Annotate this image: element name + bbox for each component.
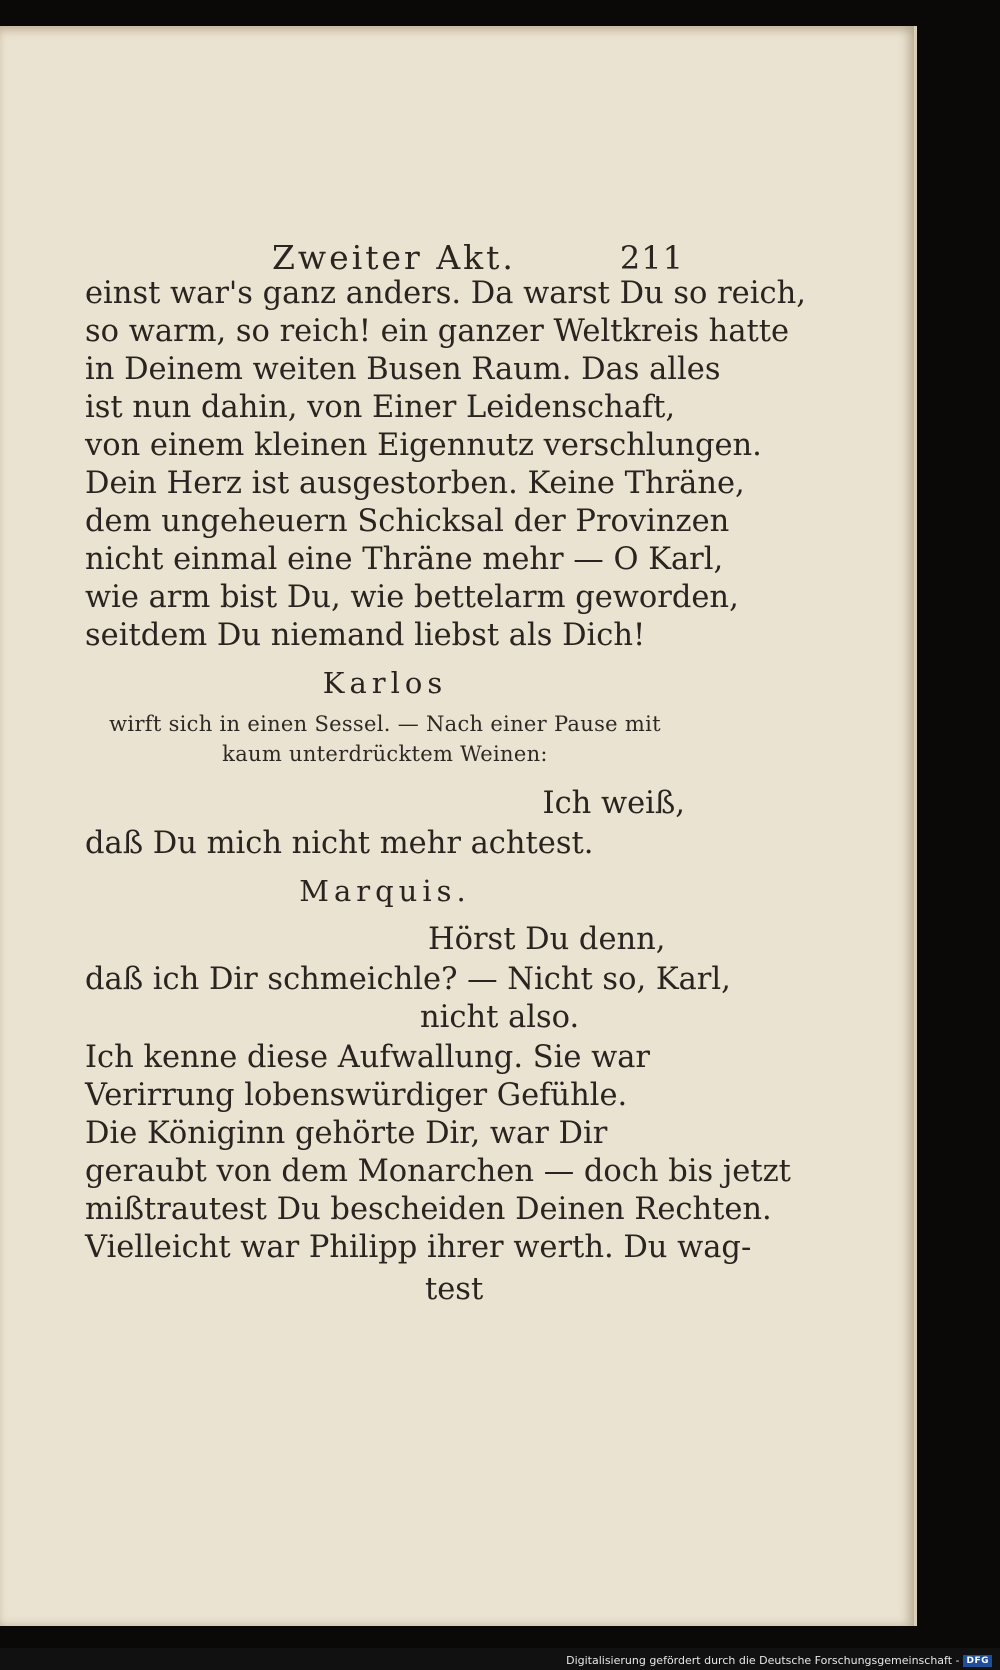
footer-bar	[0, 1648, 1000, 1670]
text-line: Ich weiß,	[542, 786, 685, 821]
catchword: test	[425, 1272, 484, 1307]
running-title: Zweiter Akt.	[272, 238, 516, 277]
text-line: Verirrung lobenswürdiger Gefühle.	[85, 1078, 628, 1113]
page-number: 211	[619, 239, 684, 277]
book-page	[0, 26, 917, 1626]
stage-direction-line: wirft sich in einen Sessel. — Nach einer Pause mit	[109, 712, 661, 736]
text-line: daß ich Dir schmeichle? — Nicht so, Karl,	[85, 962, 731, 997]
text-line: so warm, so reich! ein ganzer Weltkreis hatte	[85, 314, 790, 349]
text-line: mißtrautest Du bescheiden Deinen Rechten.	[85, 1192, 772, 1227]
footer-credit-text: Digitalisierung gefördert durch die Deutsche Forschungsgemeinschaft -	[566, 1654, 960, 1667]
text-line: geraubt von dem Monarchen — doch bis jetzt	[85, 1154, 791, 1189]
text-line: Vielleicht war Philipp ihrer werth. Du wag-	[85, 1230, 752, 1265]
speaker-name: Karlos	[322, 666, 448, 700]
text-line: seitdem Du niemand liebst als Dich!	[85, 618, 646, 653]
text-line: Dein Herz ist ausgestorben. Keine Thräne,	[85, 466, 745, 501]
text-line: nicht einmal eine Thräne mehr — O Karl,	[85, 542, 724, 577]
footer-credit	[566, 1654, 992, 1667]
text-line: daß Du mich nicht mehr achtest.	[85, 826, 594, 861]
text-line: von einem kleinen Eigennutz verschlungen.	[85, 428, 762, 463]
text-line: nicht also.	[420, 1000, 580, 1035]
speaker-name: Marquis.	[299, 874, 471, 908]
text-line: einst war's ganz anders. Da warst Du so reich,	[85, 276, 806, 311]
running-header	[272, 238, 684, 277]
text-line: Hörst Du denn,	[428, 922, 666, 957]
text-line: dem ungeheuern Schicksal der Provinzen	[85, 504, 730, 539]
text-line: Die Königinn gehörte Dir, war Dir	[85, 1116, 608, 1151]
dfg-logo: DFG	[963, 1655, 992, 1667]
stage-direction-line: kaum unterdrücktem Weinen:	[222, 742, 548, 766]
text-line: Ich kenne diese Aufwallung. Sie war	[85, 1040, 650, 1075]
text-line: wie arm bist Du, wie bettelarm geworden,	[85, 580, 739, 615]
text-line: in Deinem weiten Busen Raum. Das alles	[85, 352, 721, 387]
text-line: ist nun dahin, von Einer Leidenschaft,	[85, 390, 676, 425]
